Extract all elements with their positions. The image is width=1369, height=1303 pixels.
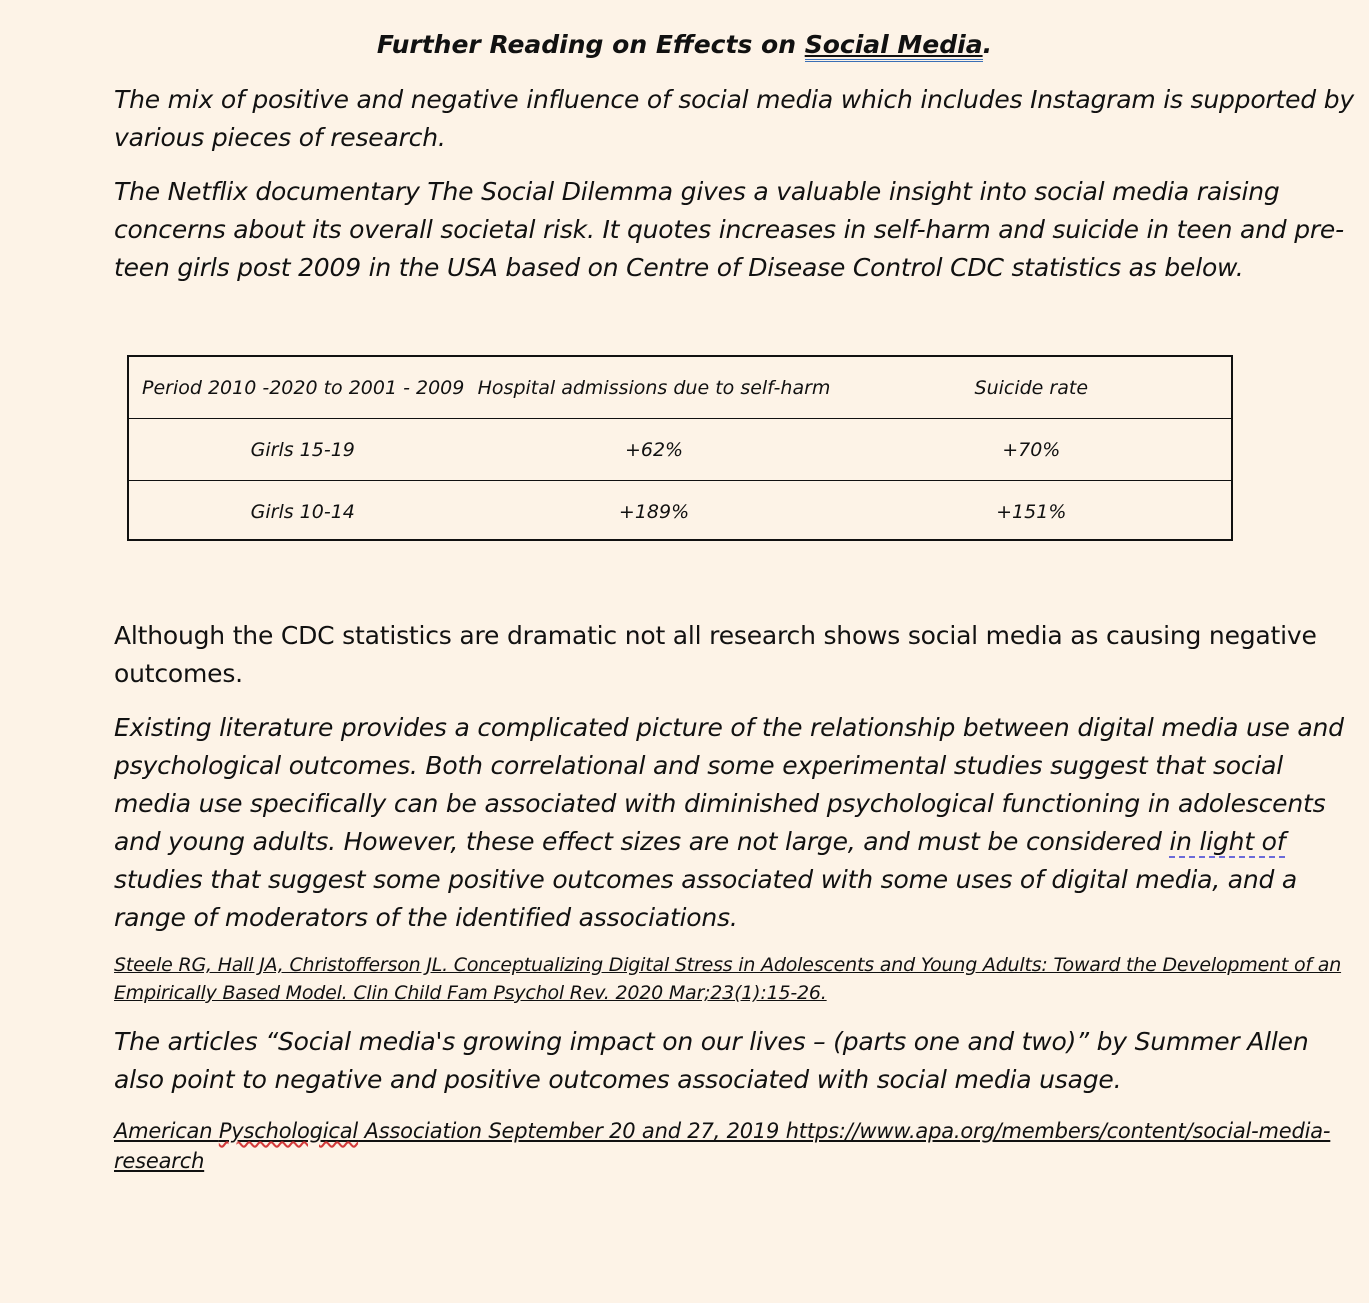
spelling-flagged-word[interactable]: Pyschological: [218, 1119, 359, 1143]
paragraph-netflix: The Netflix documentary The Social Dilemma gives a valuable insight into social media raising concerns about its overall societal risk. It quotes increases in self-harm and suicide in teen and pre-teen girls post 2009 in the USA based on Centre of Disease Control CDC statistics as below.: [114, 177, 1344, 282]
quote-text-after: studies that suggest some positive outcomes associated with some uses of digital media, and a range of moderators of the identified associations.: [114, 865, 1298, 932]
table-header-admissions: Hospital admissions due to self-harm: [477, 357, 832, 419]
table-header-row: [129, 357, 1231, 419]
table-cell-suicide: +151%: [996, 500, 1067, 523]
table-cell-admissions: +189%: [618, 500, 690, 523]
table-header-suicide: Suicide rate: [832, 357, 1231, 419]
page-title: [0, 28, 1369, 62]
table-cell-group: Girls 15-19: [129, 419, 477, 481]
citation-apa-before: American: [114, 1119, 219, 1143]
paragraph-summer-allen: The articles “Social media's growing impact on our lives – (parts one and two)” by Summer Allen also point to negative and positive outcomes associated with social media usage.: [114, 1027, 1309, 1094]
paragraph-intro: The mix of positive and negative influence of social media which includes Instagram is supported by various pieces of research.: [114, 85, 1354, 152]
table-row: [129, 481, 1231, 543]
table-cell-group: Girls 10-14: [250, 500, 355, 523]
table-row: [129, 419, 1231, 481]
paragraph-cdc-caveat: Although the CDC statistics are dramatic not all research shows social media as causing negative outcomes.: [114, 621, 1317, 688]
citation-steele[interactable]: Steele RG, Hall JA, Christofferson JL. Conceptualizing Digital Stress in Adolescents and Young Adults: Toward the Development of an Empirically Based Model. Clin Child Fam Psychol Rev. 2020 Mar;23(1):15-26.: [114, 954, 1342, 1004]
title-social-media-link[interactable]: Social Media: [805, 30, 983, 62]
title-text: Further Reading on Effects on: [376, 30, 805, 59]
paragraph-literature-quote: [114, 709, 1354, 937]
citation-apa-link[interactable]: [114, 1116, 1354, 1176]
cdc-statistics-table: [127, 355, 1233, 541]
citation-apa-after: Association September 20 and 27, 2019 https://www.apa.org/members/content/social-media-research: [114, 1119, 1331, 1173]
table-cell-suicide: +70%: [832, 419, 1231, 481]
table-cell-admissions: +62%: [477, 419, 832, 481]
grammar-flagged-phrase[interactable]: in light of: [1169, 827, 1286, 856]
quote-text-before: Existing literature provides a complicated picture of the relationship between digital media use and psychological outcomes. Both correlational and some experimental studies suggest that social media use specifically can be associated with diminished psychological functioning in adolescents and young adults. However, these effect sizes are not large, and must be considered: [114, 713, 1344, 856]
table-header-period: Period 2010 -2020 to 2001 - 2009: [129, 357, 477, 419]
title-period: .: [982, 30, 993, 59]
